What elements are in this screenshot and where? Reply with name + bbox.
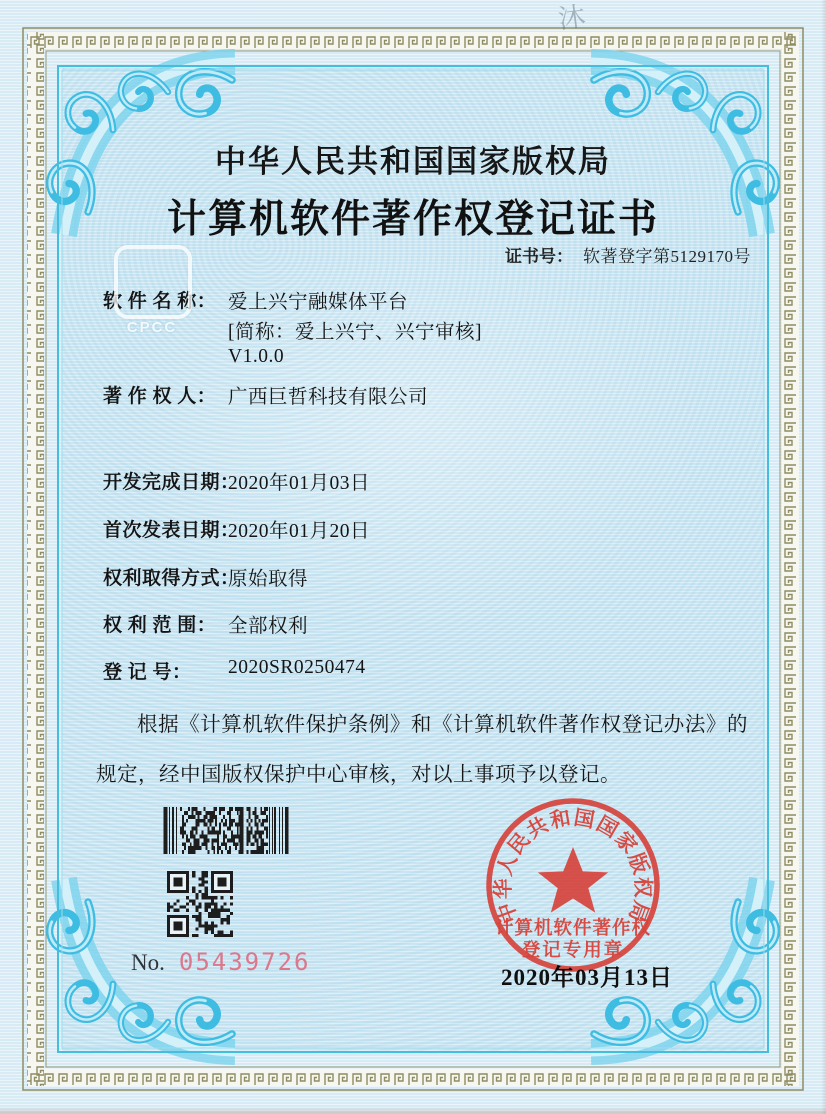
field-label: 权利取得方式： (103, 568, 240, 589)
barcode-icon (163, 807, 289, 854)
cpcc-watermark (110, 245, 194, 341)
issue-date: 2020年03月13日 (501, 965, 673, 990)
seal-text-line2: 登记专用章 (521, 941, 625, 961)
seal-text-line1: 计算机软件著作权 (494, 919, 652, 939)
red-star-icon (538, 847, 608, 913)
scan-edge-shadow-right (821, 0, 826, 1114)
registration-statement: 根据《计算机软件保护条例》和《计算机软件著作权登记办法》的规定，经中国版权保护中心审核，对以上事项予以登记。 (96, 714, 748, 786)
field-label: 软 件 名 称： (103, 291, 217, 312)
field-value: 原始取得 (228, 569, 309, 590)
authority-title: 中华人民共和国国家版权局 (215, 144, 611, 179)
cpcc-watermark-text: CPCC (126, 319, 178, 336)
field-value: 爱上兴宁融媒体平台 (228, 292, 409, 313)
seal-ring-text: 中华人民共和国国家版权局 (492, 807, 654, 927)
scan-edge-shadow (0, 1107, 826, 1114)
official-seal-icon (482, 795, 664, 977)
field-label: 权 利 范 围： (103, 615, 217, 636)
handwritten-mark: 沐 (556, 1, 588, 35)
field-value: V1.0.0 (228, 346, 285, 367)
certificate-title: 计算机软件著作权登记证书 (166, 198, 659, 241)
field-value: 全部权利 (228, 616, 309, 637)
cpcc-logo-icon (114, 245, 192, 319)
field-value: 广西巨哲科技有限公司 (228, 387, 429, 408)
certificate-number-label: 证书号： (505, 247, 573, 266)
field-value: 2020年01月03日 (228, 473, 371, 494)
field-label: 著 作 权 人： (103, 386, 217, 407)
field-label: 开发完成日期： (103, 472, 240, 493)
field-label: 登 记 号： (103, 662, 192, 683)
field-value: 2020SR0250474 (228, 657, 366, 678)
serial-number-line (131, 948, 310, 976)
field-label: 首次发表日期： (103, 520, 240, 541)
certificate-number-line (505, 242, 751, 267)
certificate-number-value: 软著登字第5129170号 (583, 247, 751, 266)
qr-code-icon (167, 871, 233, 937)
serial-prefix: No. (131, 950, 165, 975)
serial-number: 05439726 (178, 948, 311, 976)
field-value: 2020年01月20日 (228, 521, 371, 542)
field-value: [简称：爱上兴宁、兴宁审核] (228, 322, 482, 343)
